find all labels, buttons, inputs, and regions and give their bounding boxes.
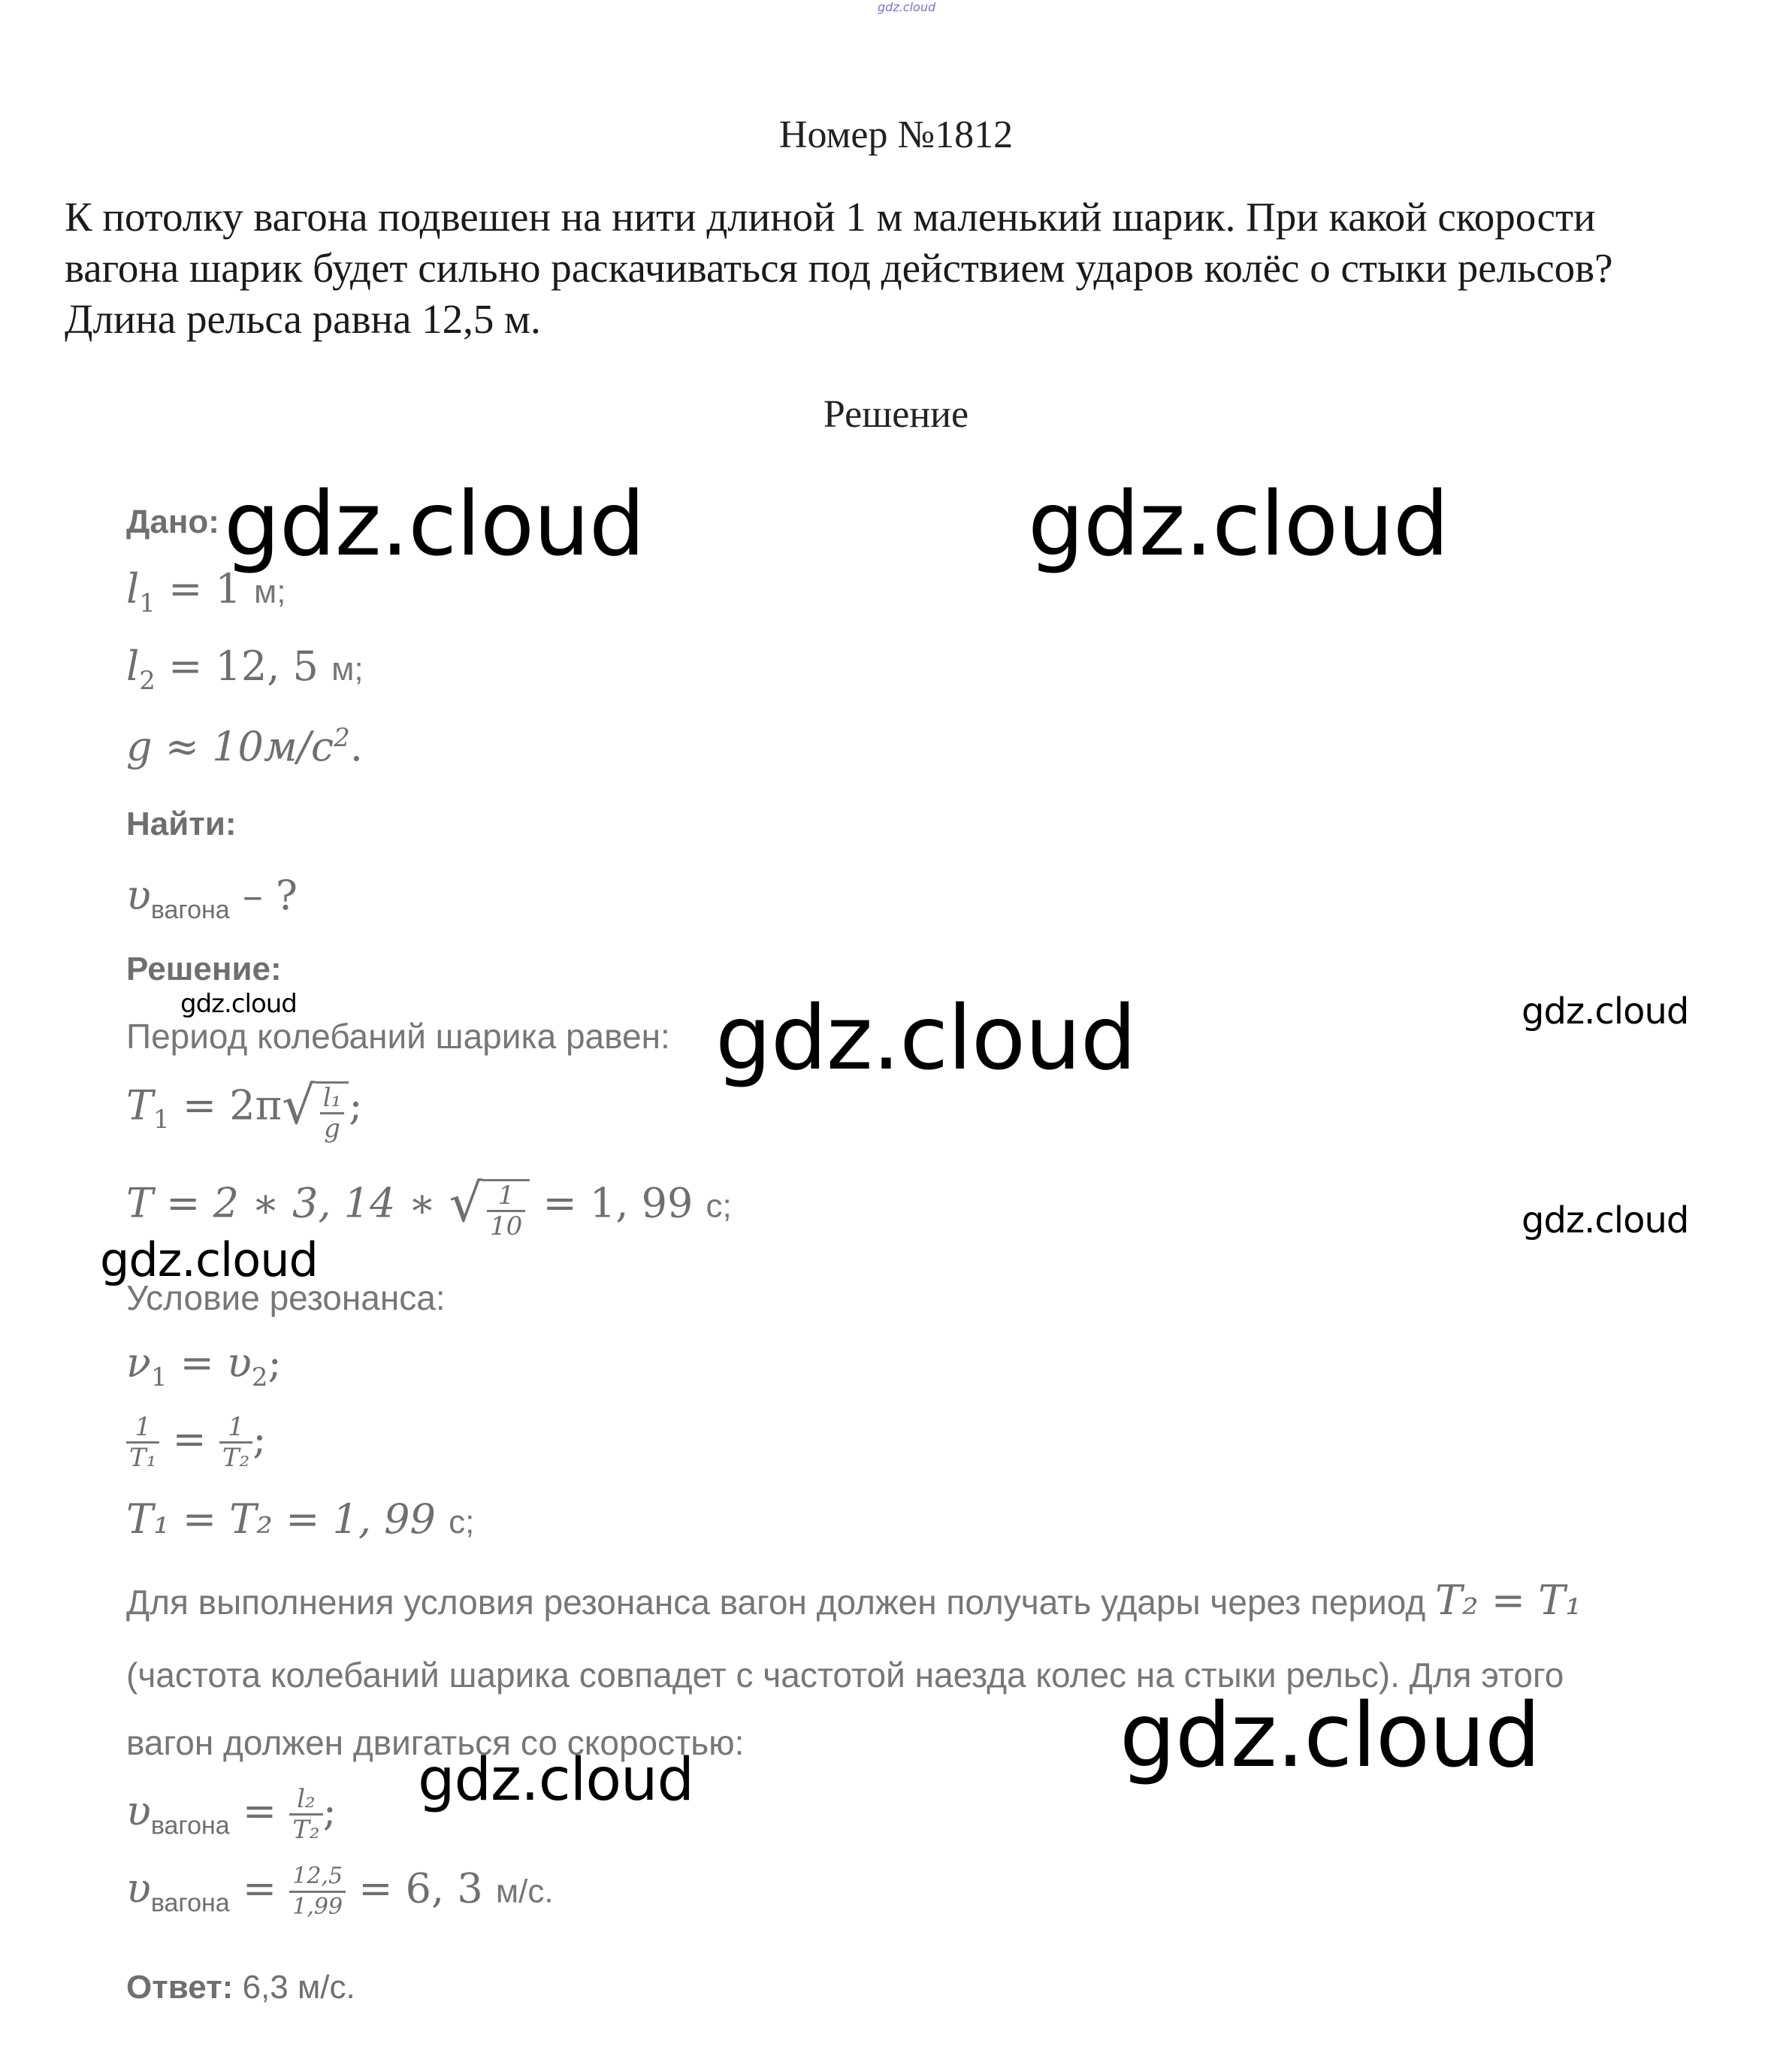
solution-heading: Решение xyxy=(823,393,969,436)
watermark: gdz.cloud xyxy=(180,989,297,1019)
calc-T: T = 2 ∗ 3, 14 ∗ √ $\frac{1}{10}$ = 1, 99 с; xyxy=(126,1172,732,1241)
watermark: gdz.cloud xyxy=(418,1746,694,1814)
watermark: gdz.cloud xyxy=(1028,472,1449,576)
velocity-formula: $\upsilon_{вагона}$ = $\frac{\text{l₂}}{\text{T₂}}$ ; xyxy=(126,1784,337,1845)
velocity-calculation: $\upsilon_{вагона}$ = $\frac{12,5}{1,99}$ = 6, 3 м/с. xyxy=(126,1863,554,1920)
given-g: $g \approx 10м/с^2$. xyxy=(126,723,363,770)
answer: Ответ: 6,3 м/с. xyxy=(126,1969,355,2006)
find-velocity: $\upsilon_{вагона}$ – ? xyxy=(126,872,298,924)
find-label: Найти: xyxy=(126,806,237,842)
T-equation: T₁ = T₂ = 1, 99 с; xyxy=(126,1495,475,1543)
page-title: Номер №1812 xyxy=(778,113,1014,156)
given-l2: $l_2 = 12$, 5 м; xyxy=(126,642,364,696)
given-l1: $l_1 = 1$ м; xyxy=(126,565,286,618)
given-label: Дано: xyxy=(126,503,219,540)
watermark: gdz.cloud xyxy=(1522,990,1689,1033)
paragraph-line-1: Для выполнения условия резонанса вагон должен получать удары через период T₂ = T₁ xyxy=(126,1577,1582,1624)
watermark: gdz.cloud xyxy=(715,986,1136,1090)
nu-equation: $\nu_1 = \upsilon_2$; xyxy=(126,1339,282,1392)
formula-T1: $T_1 = 2\pi√$ $\frac{\text{l₁}}{g}$ ; xyxy=(126,1075,363,1144)
frac-equation: $\frac{1}{\text{T₁}}$ = $\frac{1}{\text{T₂}}$ ; xyxy=(126,1413,266,1472)
watermark: gdz.cloud xyxy=(100,1232,318,1287)
problem-text: К потолку вагона подвешен на нити длиной 1 м маленький шарик. При какой скорости вагона шарик будет сильно раскачиваться под действием ударов колёс о стыки рельсов? Длина рельса равна 12,5 м. xyxy=(65,194,1613,342)
top-watermark: gdz.cloud xyxy=(878,0,936,14)
watermark: gdz.cloud xyxy=(224,472,645,576)
paragraph-line-3: вагон должен двигаться со скоростью: xyxy=(126,1723,745,1762)
solution-label: Решение: xyxy=(126,951,282,987)
watermark: gdz.cloud xyxy=(1120,1683,1540,1787)
paragraph-line-2: (частота колебаний шарика совпадет с частотой наезда колес на стыки рельс). Для этого xyxy=(126,1655,1564,1695)
watermark: gdz.cloud xyxy=(1522,1199,1689,1241)
period-text: Период колебаний шарика равен: xyxy=(126,1017,670,1056)
resonance-text: Условие резонанса: xyxy=(126,1278,446,1317)
